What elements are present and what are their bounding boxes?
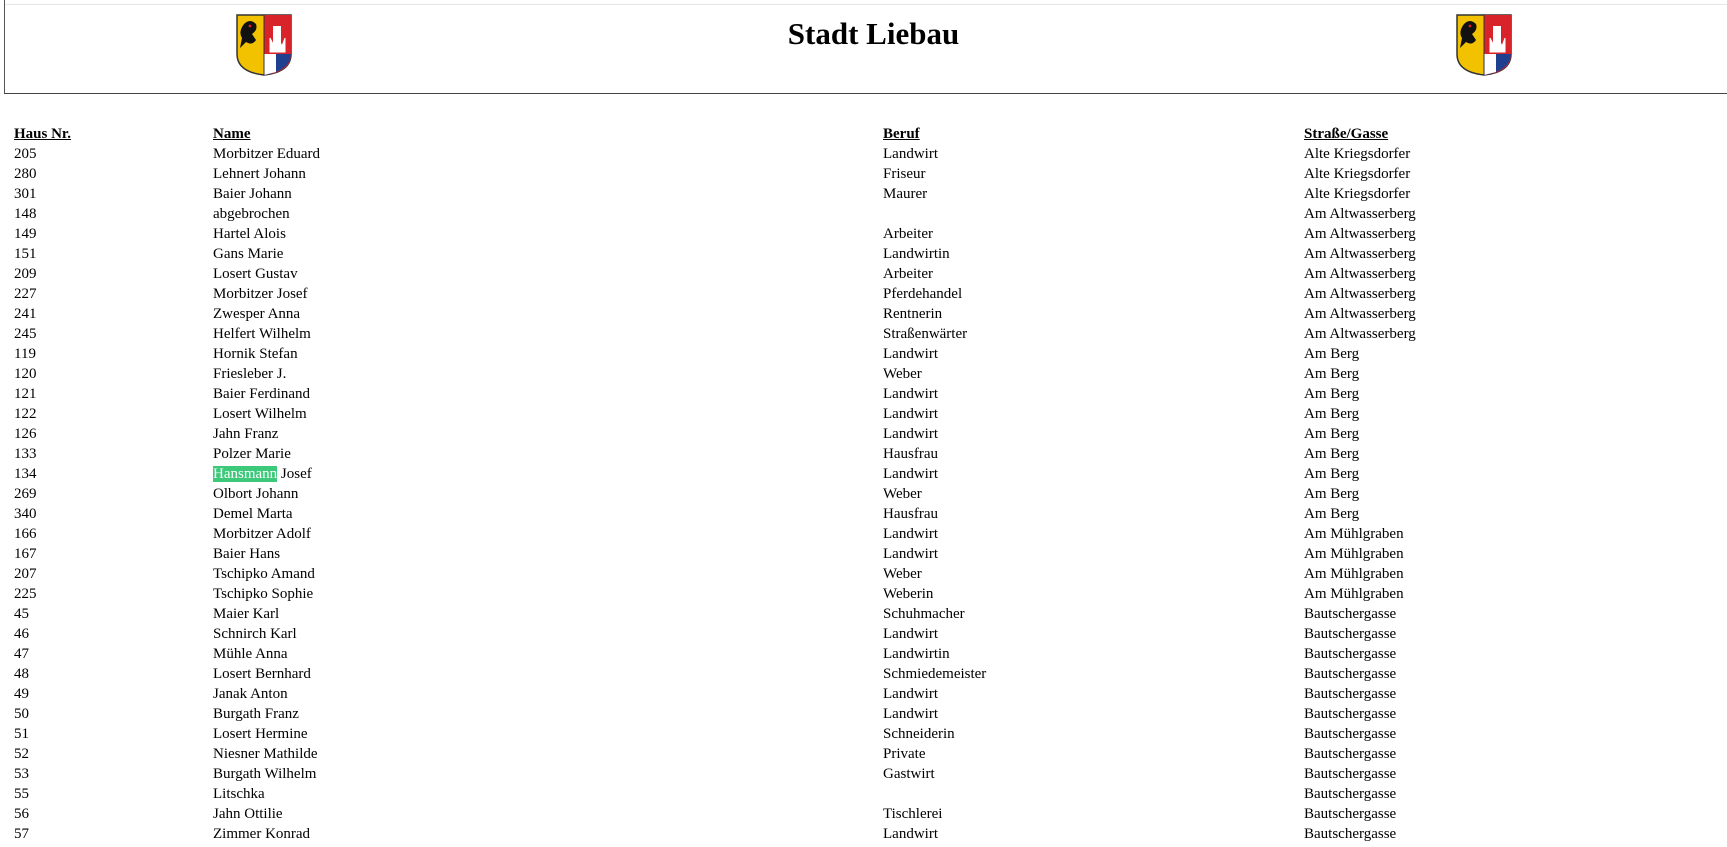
cell-profession: Weber (883, 366, 922, 382)
cell-house-no: 225 (14, 586, 37, 602)
cell-house-no: 57 (14, 826, 29, 842)
table-row (14, 824, 1704, 844)
table-row (14, 344, 1704, 364)
cell-profession: Straßenwärter (883, 326, 968, 342)
cell-street: Am Berg (1304, 366, 1360, 382)
table-row (14, 564, 1704, 584)
cell-house-no: 119 (14, 346, 36, 362)
table-row (14, 784, 1704, 804)
cell-street: Bautschergasse (1304, 606, 1397, 622)
cell-profession: Landwirt (883, 406, 938, 422)
cell-house-no: 340 (14, 506, 37, 522)
table-row (14, 604, 1704, 624)
cell-street: Am Mühlgraben (1304, 526, 1404, 542)
cell-profession: Landwirt (883, 626, 938, 642)
table-row (14, 184, 1704, 204)
table-row (14, 364, 1704, 384)
column-header-profession: Beruf (883, 126, 920, 142)
coat-of-arms-icon (1456, 14, 1512, 76)
cell-street: Alte Kriegsdorfer (1304, 166, 1411, 182)
table-row (14, 644, 1704, 664)
table-row (14, 684, 1704, 704)
cell-name: Polzer Marie (213, 446, 291, 462)
table-row (14, 544, 1704, 564)
cell-profession: Arbeiter (883, 226, 933, 242)
cell-street: Bautschergasse (1304, 766, 1397, 782)
cell-profession: Landwirt (883, 826, 938, 842)
cell-house-no: 52 (14, 746, 29, 762)
table-row (14, 664, 1704, 684)
cell-house-no: 205 (14, 146, 37, 162)
cell-house-no: 209 (14, 266, 37, 282)
column-header-street: Straße/Gasse (1304, 126, 1389, 142)
cell-house-no: 167 (14, 546, 37, 562)
cell-house-no: 227 (14, 286, 37, 302)
cell-profession: Landwirt (883, 526, 938, 542)
table-row (14, 744, 1704, 764)
table-row (14, 524, 1704, 544)
cell-profession: Maurer (883, 186, 928, 202)
cell-name: Losert Wilhelm (213, 406, 307, 422)
cell-name: Tschipko Sophie (213, 586, 314, 602)
cell-street: Am Altwasserberg (1304, 326, 1416, 342)
cell-street: Bautschergasse (1304, 706, 1397, 722)
cell-name: Zimmer Konrad (213, 826, 311, 842)
table-row (14, 244, 1704, 264)
cell-house-no: 53 (14, 766, 29, 782)
cell-profession: Schuhmacher (883, 606, 965, 622)
cell-profession: Weberin (883, 586, 934, 602)
column-header-house-no: Haus Nr. (14, 126, 71, 142)
cell-name: abgebrochen (213, 206, 290, 222)
table-row (14, 384, 1704, 404)
cell-house-no: 133 (14, 446, 37, 462)
cell-profession (883, 204, 1304, 224)
cell-house-no: 51 (14, 726, 29, 742)
cell-name: Helfert Wilhelm (213, 326, 311, 342)
cell-name: Tschipko Amand (213, 566, 315, 582)
cell-profession: Landwirt (883, 346, 938, 362)
cell-street: Am Altwasserberg (1304, 306, 1416, 322)
cell-profession: Schneiderin (883, 726, 955, 742)
table-row (14, 224, 1704, 244)
resident-directory (14, 124, 1704, 844)
cell-name: Baier Hans (213, 546, 281, 562)
cell-street: Am Altwasserberg (1304, 246, 1416, 262)
table-row (14, 264, 1704, 284)
table-row (14, 584, 1704, 604)
cell-street: Am Altwasserberg (1304, 266, 1416, 282)
table-row (14, 284, 1704, 304)
table-body (14, 144, 1704, 844)
table-row (14, 804, 1704, 824)
cell-street: Am Altwasserberg (1304, 286, 1416, 302)
cell-name: Losert Bernhard (213, 666, 311, 682)
cell-house-no: 166 (14, 526, 37, 542)
cell-house-no: 207 (14, 566, 37, 582)
cell-house-no: 45 (14, 606, 29, 622)
table-row (14, 464, 1704, 484)
table-row (14, 504, 1704, 524)
cell-street: Bautschergasse (1304, 786, 1397, 802)
cell-street: Am Berg (1304, 346, 1360, 362)
cell-house-no: 151 (14, 246, 37, 262)
cell-street: Am Altwasserberg (1304, 206, 1416, 222)
cell-name: Losert Gustav (213, 266, 298, 282)
cell-profession: Pferdehandel (883, 286, 963, 302)
cell-street: Am Berg (1304, 446, 1360, 462)
cell-name: Schnirch Karl (213, 626, 297, 642)
cell-house-no: 48 (14, 666, 29, 682)
cell-house-no: 245 (14, 326, 37, 342)
table-row (14, 724, 1704, 744)
cell-street: Bautschergasse (1304, 686, 1397, 702)
cell-profession: Landwirt (883, 706, 938, 722)
cell-name: Mühle Anna (213, 646, 288, 662)
table-row (14, 404, 1704, 424)
cell-name: Baier Johann (213, 186, 292, 202)
cell-name: Losert Hermine (213, 726, 308, 742)
cell-name: Gans Marie (213, 246, 284, 262)
cell-street: Am Mühlgraben (1304, 546, 1404, 562)
cell-street: Alte Kriegsdorfer (1304, 186, 1411, 202)
cell-profession: Gastwirt (883, 766, 935, 782)
cell-name-rest: Josef (280, 466, 312, 482)
cell-profession: Landwirtin (883, 646, 950, 662)
cell-profession: Landwirt (883, 146, 938, 162)
cell-house-no: 301 (14, 186, 37, 202)
cell-name: Jahn Franz (213, 426, 279, 442)
cell-house-no: 50 (14, 706, 29, 722)
cell-name: Morbitzer Adolf (213, 526, 311, 542)
cell-street: Am Berg (1304, 466, 1360, 482)
cell-street: Bautschergasse (1304, 646, 1397, 662)
cell-house-no: 148 (14, 206, 37, 222)
cell-name: Janak Anton (213, 686, 288, 702)
cell-street: Am Berg (1304, 506, 1360, 522)
cell-profession: Landwirtin (883, 246, 950, 262)
cell-house-no: 120 (14, 366, 37, 382)
page-top-edge (4, 4, 1727, 5)
table-row (14, 764, 1704, 784)
cell-profession: Weber (883, 486, 922, 502)
cell-house-no: 122 (14, 406, 37, 422)
cell-name: Lehnert Johann (213, 166, 306, 182)
cell-street: Am Berg (1304, 426, 1360, 442)
cell-house-no: 56 (14, 806, 29, 822)
cell-name: Baier Ferdinand (213, 386, 311, 402)
cell-profession: Rentnerin (883, 306, 943, 322)
table-row (14, 164, 1704, 184)
cell-name: Morbitzer Eduard (213, 146, 321, 162)
cell-profession: Landwirt (883, 546, 938, 562)
cell-name: Zwesper Anna (213, 306, 301, 322)
cell-house-no: 149 (14, 226, 37, 242)
cell-profession: Hausfrau (883, 446, 938, 462)
cell-profession: Private (883, 746, 926, 762)
cell-profession: Tischlerei (883, 806, 943, 822)
cell-street: Bautschergasse (1304, 666, 1397, 682)
cell-name (213, 464, 883, 484)
cell-house-no: 55 (14, 786, 29, 802)
cell-name: Niesner Mathilde (213, 746, 318, 762)
cell-house-no: 269 (14, 486, 37, 502)
cell-name: Demel Marta (213, 506, 293, 522)
cell-profession: Landwirt (883, 466, 938, 482)
cell-street: Am Berg (1304, 386, 1360, 402)
search-highlight: Hansmann (213, 466, 278, 482)
cell-name: Morbitzer Josef (213, 286, 308, 302)
cell-house-no: 134 (14, 466, 37, 482)
column-header-name: Name (213, 126, 251, 142)
cell-house-no: 46 (14, 626, 29, 642)
cell-name: Jahn Ottilie (213, 806, 283, 822)
cell-name: Hornik Stefan (213, 346, 298, 362)
table-row (14, 444, 1704, 464)
cell-profession: Weber (883, 566, 922, 582)
cell-street: Am Berg (1304, 486, 1360, 502)
cell-name: Maier Karl (213, 606, 280, 622)
cell-name: Burgath Franz (213, 706, 299, 722)
table-row (14, 704, 1704, 724)
cell-street: Am Altwasserberg (1304, 226, 1416, 242)
cell-profession: Landwirt (883, 426, 938, 442)
table-row (14, 624, 1704, 644)
cell-house-no: 121 (14, 386, 37, 402)
cell-street: Alte Kriegsdorfer (1304, 146, 1411, 162)
table-row (14, 484, 1704, 504)
cell-profession: Arbeiter (883, 266, 933, 282)
cell-house-no: 126 (14, 426, 37, 442)
cell-street: Bautschergasse (1304, 806, 1397, 822)
cell-street: Bautschergasse (1304, 726, 1397, 742)
cell-profession (883, 784, 1304, 804)
cell-street: Bautschergasse (1304, 746, 1397, 762)
cell-street: Am Berg (1304, 406, 1360, 422)
cell-house-no: 49 (14, 686, 29, 702)
cell-profession: Schmiedemeister (883, 666, 987, 682)
cell-street: Am Mühlgraben (1304, 566, 1404, 582)
cell-name: Litschka (213, 786, 265, 802)
table-row (14, 144, 1704, 164)
cell-profession: Friseur (883, 166, 926, 182)
cell-name: Friesleber J. (213, 366, 287, 382)
cell-name: Burgath Wilhelm (213, 766, 317, 782)
table-header-row (14, 124, 1704, 144)
cell-house-no: 241 (14, 306, 37, 322)
banner-divider (4, 93, 1727, 94)
cell-street: Am Mühlgraben (1304, 586, 1404, 602)
table-row (14, 204, 1704, 224)
resident-table (14, 124, 1704, 844)
cell-street: Bautschergasse (1304, 826, 1397, 842)
cell-house-no: 280 (14, 166, 37, 182)
table-row (14, 424, 1704, 444)
cell-house-no: 47 (14, 646, 29, 662)
cell-profession: Landwirt (883, 686, 938, 702)
table-row (14, 304, 1704, 324)
cell-street: Bautschergasse (1304, 626, 1397, 642)
cell-name: Hartel Alois (213, 226, 286, 242)
cell-profession: Hausfrau (883, 506, 938, 522)
table-row (14, 324, 1704, 344)
page-title: Stadt Liebau (787, 16, 960, 51)
cell-name: Olbort Johann (213, 486, 299, 502)
cell-profession: Landwirt (883, 386, 938, 402)
